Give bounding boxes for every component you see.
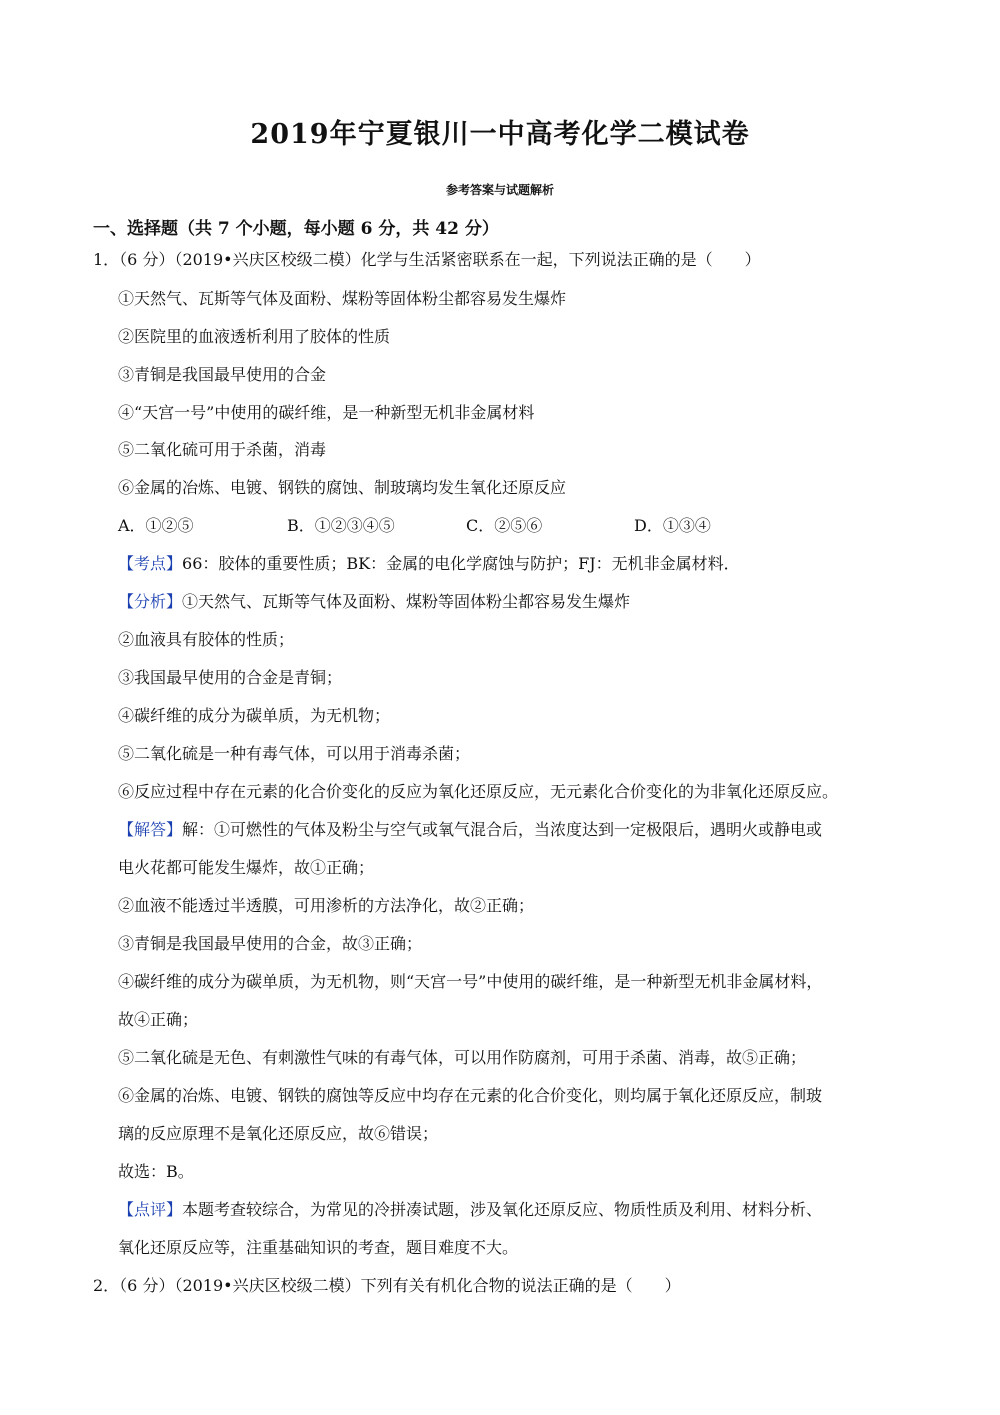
jieda-text-9: 璃的反应原理不是氧化还原反应，故⑥错误； bbox=[118, 1124, 439, 1143]
question-1-stem: 1．（6 分）（2019•兴庆区校级二模）化学与生活紧密联系在一起，下列说法正确的是（ ） bbox=[93, 250, 761, 269]
dianping-text-1: 本题考查较综合，为常见的冷拼凑试题，涉及氧化还原反应、物质性质及利用、材料分析、 bbox=[182, 1200, 823, 1219]
statement-2: ②医院里的血液透析利用了胶体的性质 bbox=[118, 327, 391, 346]
jieda-text-8: ⑥金属的冶炼、电镀、钢铁的腐蚀等反应中均存在元素的化合价变化，则均属于氧化还原反应，制玻 bbox=[118, 1086, 823, 1105]
statement-5: ⑤二氧化硫可用于杀菌，消毒 bbox=[118, 440, 327, 459]
statement-6: ⑥金属的冶炼、电镀、钢铁的腐蚀、制玻璃均发生氧化还原反应 bbox=[118, 478, 567, 497]
option-c: C．②⑤⑥ bbox=[466, 516, 543, 535]
statement-3: ③青铜是我国最早使用的合金 bbox=[118, 365, 327, 384]
jieda-text-7: ⑤二氧化硫是无色、有刺激性气味的有毒气体，可以用作防腐剂，可用于杀菌、消毒，故⑤正确； bbox=[118, 1048, 807, 1067]
kaodian-text: 66：胶体的重要性质；BK：金属的电化学腐蚀与防护；FJ：无机非金属材料． bbox=[182, 554, 740, 573]
question-2-stem: 2．（6 分）（2019•兴庆区校级二模）下列有关有机化合物的说法正确的是（ ） bbox=[93, 1276, 681, 1295]
fenxi-text-6: ⑥反应过程中存在元素的化合价变化的反应为氧化还原反应，无元素化合价变化的为非氧化还原反应。 bbox=[118, 782, 839, 801]
fenxi-text-5: ⑤二氧化硫是一种有毒气体，可以用于消毒杀菌； bbox=[118, 744, 471, 763]
jieda-text-6: 故④正确； bbox=[118, 1010, 199, 1029]
option-a: A．①②⑤ bbox=[118, 516, 194, 535]
jieda-text-2: 电火花都可能发生爆炸，故①正确； bbox=[118, 858, 375, 877]
jieda-text-10: 故选：B。 bbox=[118, 1162, 194, 1181]
fenxi-text-3: ③我国最早使用的合金是青铜； bbox=[118, 668, 343, 687]
option-b: B．①②③④⑤ bbox=[287, 516, 395, 535]
option-d: D．①③④ bbox=[634, 516, 711, 535]
jieda-line bbox=[118, 820, 822, 840]
dianping-line bbox=[118, 1200, 822, 1220]
fenxi-text-1: ①天然气、瓦斯等气体及面粉、煤粉等固体粉尘都容易发生爆炸 bbox=[182, 592, 631, 611]
fenxi-line bbox=[118, 592, 630, 612]
jieda-text-3: ②血液不能透过半透膜，可用渗析的方法净化，故②正确； bbox=[118, 896, 535, 915]
jieda-text-1: 解：①可燃性的气体及粉尘与空气或氧气混合后，当浓度达到一定极限后，遇明火或静电或 bbox=[182, 820, 823, 839]
dianping-tag: 【点评】 bbox=[118, 1200, 183, 1219]
jieda-text-5: ④碳纤维的成分为碳单质，为无机物，则“天宫一号”中使用的碳纤维，是一种新型无机非金属材料， bbox=[118, 972, 823, 991]
page-title: 2019年宁夏银川一中高考化学二模试卷 bbox=[250, 119, 750, 150]
section-heading: 一、选择题（共 7 个小题，每小题 6 分，共 42 分） bbox=[93, 219, 499, 239]
statement-1: ①天然气、瓦斯等气体及面粉、煤粉等固体粉尘都容易发生爆炸 bbox=[118, 289, 567, 308]
kaodian-tag: 【考点】 bbox=[118, 554, 183, 573]
fenxi-text-2: ②血液具有胶体的性质； bbox=[118, 630, 295, 649]
jieda-text-4: ③青铜是我国最早使用的合金，故③正确； bbox=[118, 934, 423, 953]
jieda-tag: 【解答】 bbox=[118, 820, 183, 839]
dianping-text-2: 氧化还原反应等，注重基础知识的考查，题目难度不大。 bbox=[118, 1238, 519, 1257]
kaodian-line bbox=[118, 554, 740, 574]
fenxi-tag: 【分析】 bbox=[118, 592, 183, 611]
fenxi-text-4: ④碳纤维的成分为碳单质，为无机物； bbox=[118, 706, 391, 725]
page-subtitle: 参考答案与试题解析 bbox=[445, 183, 554, 197]
statement-4: ④“天宫一号”中使用的碳纤维，是一种新型无机非金属材料 bbox=[118, 403, 535, 422]
